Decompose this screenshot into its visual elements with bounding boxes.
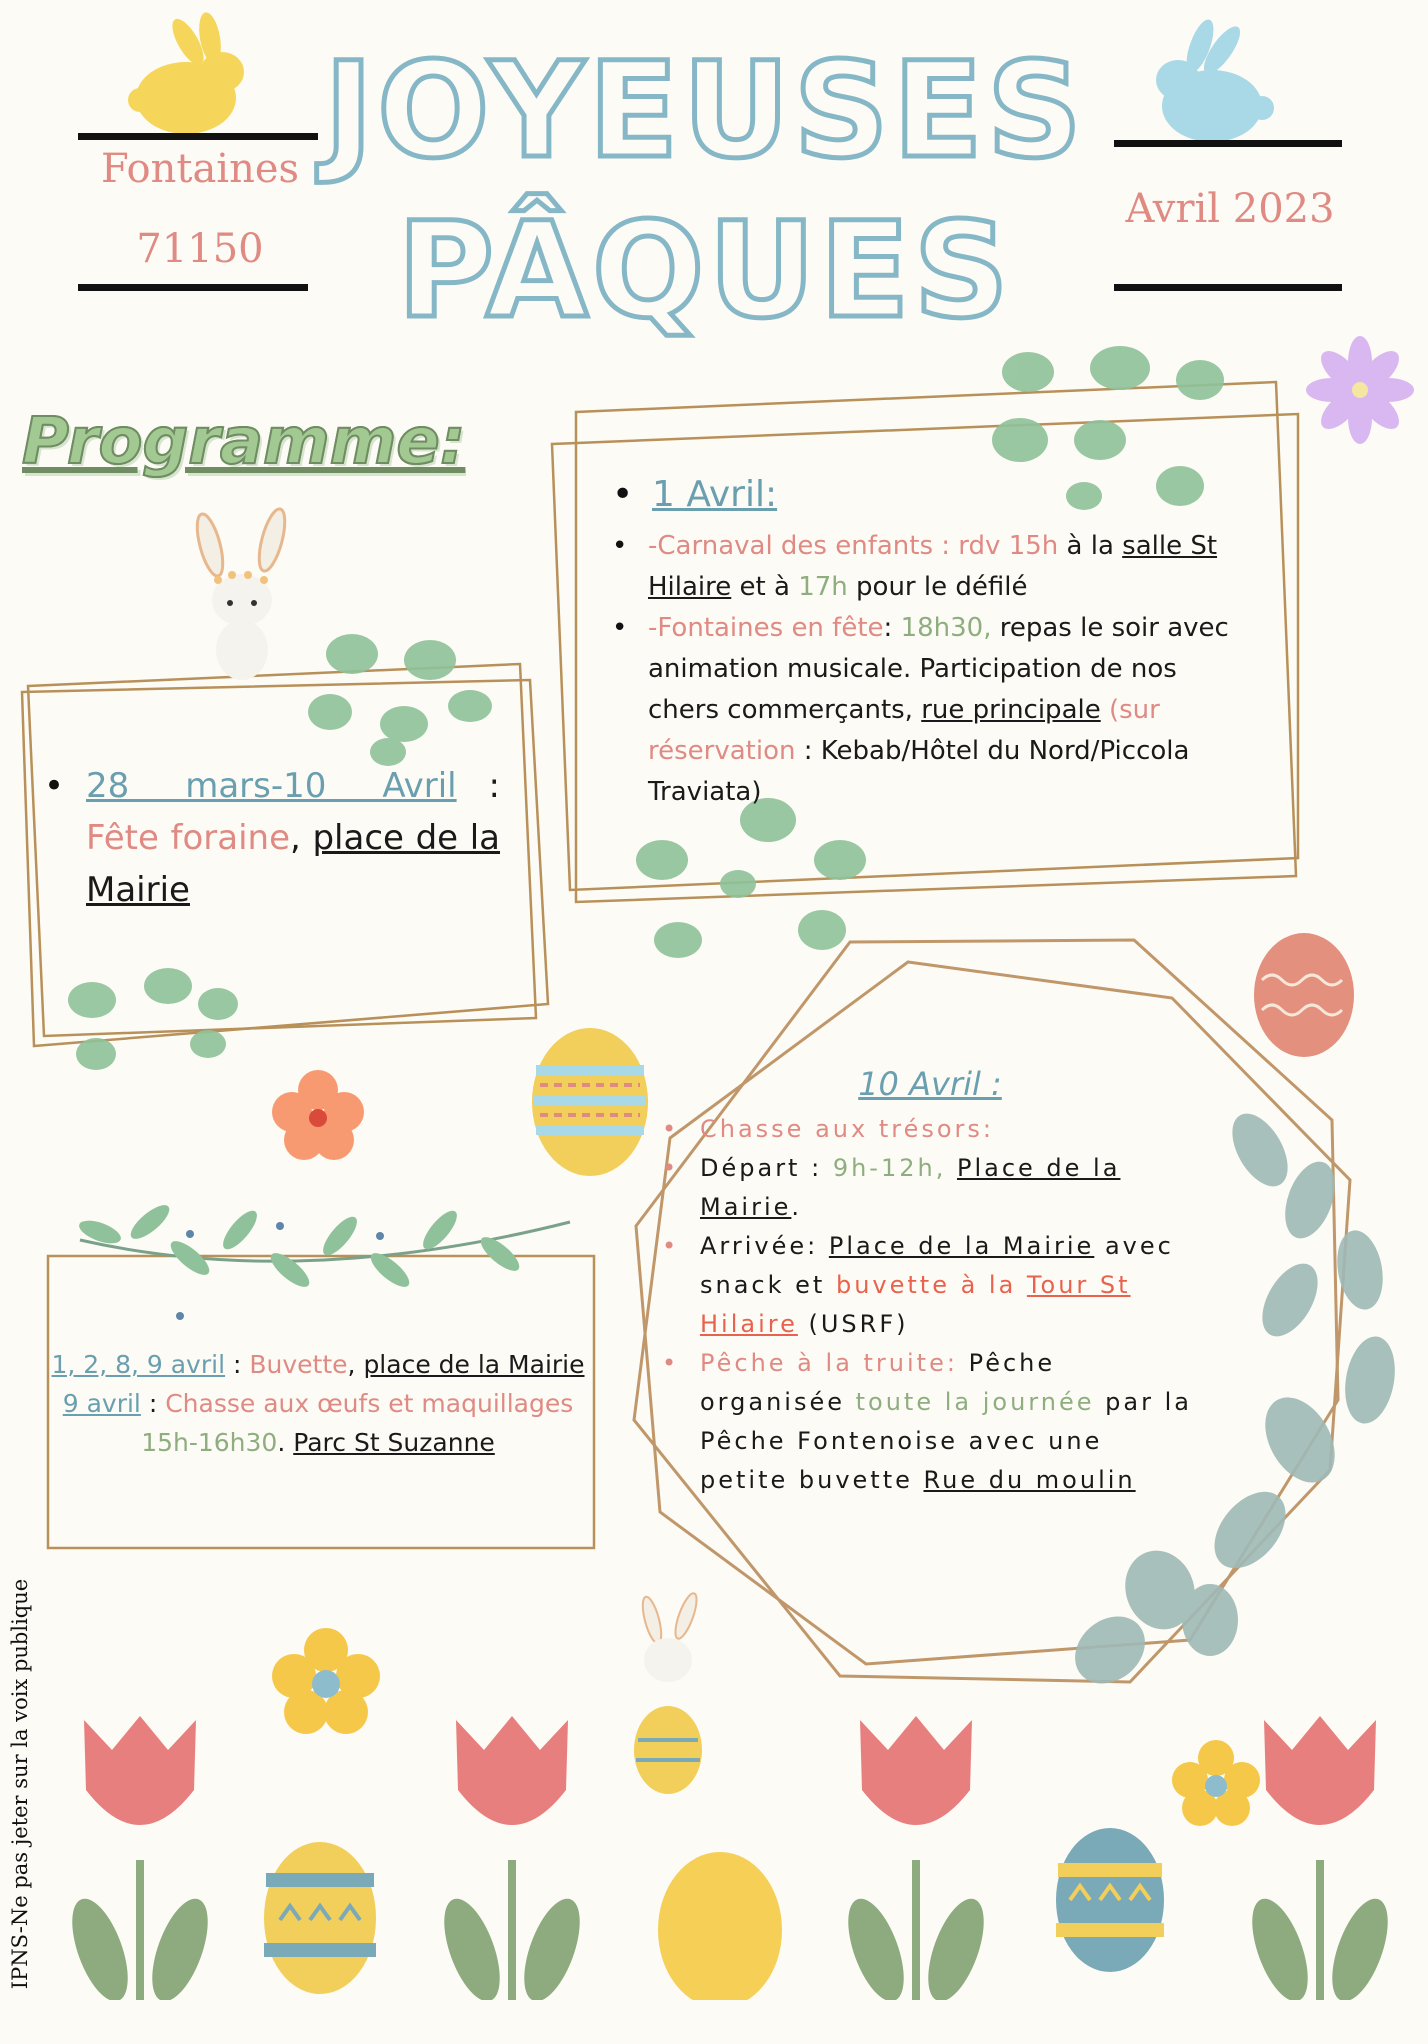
arrivee-tour: Tour St Hilaire: [700, 1271, 1131, 1338]
carnaval-text-1: à la: [1058, 531, 1123, 561]
title-line-1: JOYEUSES: [324, 34, 1086, 188]
chasse-time: 15h-16h30: [141, 1428, 278, 1457]
ipns-note: IPNS-Ne pas jeter sur la voix publique: [8, 1578, 32, 1990]
buvette-place: place de la Mairie: [363, 1350, 585, 1379]
fair-dates: 28 mars-10 Avril: [86, 766, 457, 806]
title-line-2: PÂQUES: [397, 194, 1013, 348]
fair-comma: ,: [290, 818, 313, 858]
april10-item-arrivee: [662, 1227, 1200, 1344]
lilac-flower-icon: [1306, 336, 1414, 444]
april10-item-peche: [662, 1344, 1200, 1500]
striped-egg-icon: [532, 1028, 648, 1176]
carnaval-event: Carnaval des enfants : rdv 15h: [657, 531, 1059, 561]
fete-text-2: : Kebab/Hôtel du Nord/Piccola Traviata): [648, 736, 1190, 807]
buvette-sep: :: [225, 1350, 250, 1379]
header-postcode: 71150: [136, 226, 264, 272]
header-date: Avril 2023: [1125, 186, 1335, 232]
garland-icon: [76, 1200, 570, 1320]
fete-dash: -: [648, 613, 658, 643]
fete-text-1: repas le soir avec animation musicale. Participation de nos chers commerçants,: [648, 613, 1229, 725]
peche-text-2: par la Pêche Fontenoise avec une petite buvette: [700, 1388, 1192, 1494]
header-town: Fontaines: [100, 146, 300, 192]
bottom-eggs-icon: [264, 1828, 1164, 2000]
arrivee-place: Place de la Mairie: [828, 1232, 1095, 1260]
buvette-line-1: [48, 1345, 588, 1384]
header-rule-left-top: [78, 133, 318, 140]
depart-label: Départ :: [700, 1154, 833, 1182]
fair-box: [40, 760, 500, 916]
april10-box: [700, 1065, 1200, 1500]
fair-place: place de la Mairie: [86, 818, 501, 910]
fair-colon: :: [456, 766, 500, 806]
april1-item-fete: [612, 608, 1252, 813]
chasse-date: 9 avril: [62, 1389, 141, 1418]
buvette-event: Buvette: [249, 1350, 348, 1379]
april1-heading: 1 Avril:: [652, 474, 778, 515]
yellow-bunny-icon: [128, 11, 244, 134]
depart-space: [946, 1154, 957, 1182]
april1-box: [612, 470, 1252, 813]
depart-place: Place de la Mairie: [700, 1154, 1121, 1221]
buvette-line-2: [48, 1384, 588, 1423]
blue-bunny-icon: [1156, 16, 1274, 142]
chasse-event: Chasse aux œufs et maquillages: [165, 1389, 574, 1418]
header-rule-right-bottom: [1114, 284, 1342, 291]
arrivee-label: Arrivée:: [700, 1232, 829, 1260]
peche-event: Pêche à la truite:: [700, 1349, 958, 1377]
april1-item-carnaval: [612, 526, 1252, 608]
buvette-dates: 1, 2, 8, 9 avril: [51, 1350, 226, 1379]
fair-event: Fête foraine: [86, 818, 291, 858]
fete-place: rue principale: [921, 695, 1101, 725]
april10-heading: [660, 1065, 1200, 1104]
pink-egg-icon: [1254, 933, 1354, 1057]
peche-time: toute la journée: [855, 1388, 1095, 1416]
april10-item-chasse: [662, 1110, 1200, 1149]
buvette-line-3: [48, 1423, 588, 1462]
april10-item-depart: [662, 1149, 1200, 1227]
arrivee-text-2: (USRF): [797, 1310, 909, 1338]
fete-time: 18h30,: [900, 613, 992, 643]
chasse-place: Parc St Suzanne: [293, 1428, 495, 1457]
carnaval-text-3: pour le défilé: [847, 572, 1028, 602]
fete-note: sur réservation: [648, 695, 1160, 766]
arrivee-text-1: avec snack et: [700, 1232, 1174, 1299]
peche-text-1: Pêche organisée: [700, 1349, 1056, 1416]
buvette-box: [48, 1345, 588, 1462]
arrivee-buvette: buvette à la: [835, 1271, 1027, 1299]
programme-heading: Programme:: [22, 405, 466, 479]
fete-colon: :: [883, 613, 901, 643]
chasse-tresors: Chasse aux trésors:: [700, 1115, 994, 1143]
chasse-dot: .: [277, 1428, 294, 1457]
carnaval-dash: -: [648, 531, 658, 561]
april10-heading-text: 10 Avril :: [858, 1065, 1002, 1103]
buvette-comma: ,: [347, 1350, 364, 1379]
chasse-sep: :: [140, 1389, 166, 1418]
orange-flower-icon: [272, 1070, 364, 1160]
fete-event: Fontaines en fête: [657, 613, 884, 643]
white-bunny-icon: [192, 507, 290, 680]
fete-paren: (: [1100, 695, 1120, 725]
peche-place: Rue du moulin: [923, 1466, 1136, 1494]
fair-item: [40, 760, 500, 916]
carnaval-place: salle St Hilaire: [648, 531, 1218, 602]
header-rule-left-bottom: [78, 284, 308, 291]
header-rule-right-top: [1114, 140, 1342, 147]
bunny-egg-icon: [634, 1591, 702, 1794]
carnaval-time: 17h: [798, 572, 848, 602]
depart-time: 9h-12h,: [832, 1154, 947, 1182]
carnaval-text-2: et à: [731, 572, 799, 602]
depart-dot: .: [791, 1193, 803, 1221]
april1-heading-item: [612, 470, 1252, 520]
